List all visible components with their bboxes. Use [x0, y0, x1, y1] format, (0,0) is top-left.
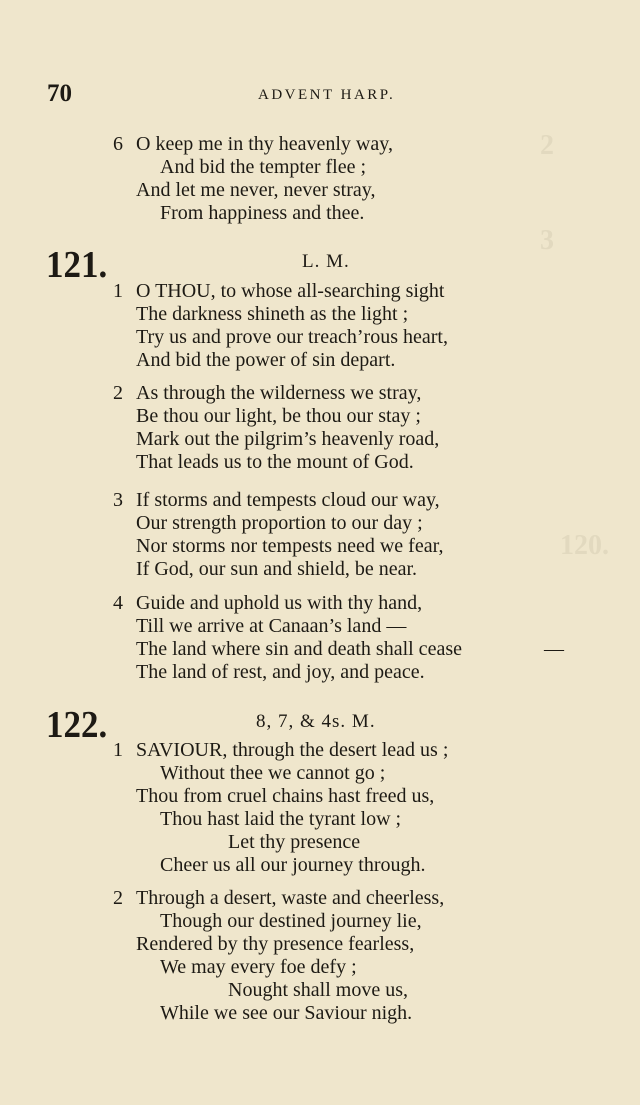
verse-line: Let thy presence: [228, 831, 361, 853]
verse-line: The land where sin and death shall cease: [136, 638, 462, 660]
verse-line: Without thee we cannot go ;: [160, 762, 386, 784]
verse-line: Be thou our light, be thou our stay ;: [136, 405, 421, 427]
verse-line: If God, our sun and shield, be near.: [136, 558, 418, 580]
verse-line: Nor storms nor tempests need we fear,: [136, 535, 444, 557]
verse-line: We may every foe defy ;: [160, 956, 357, 978]
verse-number: 1: [113, 739, 123, 761]
verse-line: As through the wilderness we stray,: [136, 382, 422, 404]
hymn-meter: 8, 7, & 4s. M.: [256, 711, 376, 732]
verse-number: 2: [113, 887, 123, 909]
hymn-meter: L. M.: [302, 251, 350, 272]
verse-line: Our strength proportion to our day ;: [136, 512, 423, 534]
verse-line: And bid the tempter flee ;: [160, 156, 367, 178]
verse-line: The land of rest, and joy, and peace.: [136, 661, 425, 683]
bleed-through-mark: 3: [540, 225, 554, 256]
line-end-dash: —: [544, 638, 564, 660]
verse-line: Thou from cruel chains hast freed us,: [136, 785, 435, 807]
verse-line: And let me never, never stray,: [136, 179, 376, 201]
verse-line: If storms and tempests cloud our way,: [136, 489, 440, 511]
verse-line: Thou hast laid the tyrant low ;: [160, 808, 402, 830]
verse-line: And bid the power of sin depart.: [136, 349, 396, 371]
verse-line: The darkness shineth as the light ;: [136, 303, 409, 325]
verse-line: Cheer us all our journey through.: [160, 854, 426, 876]
hymn-number: 121.: [46, 244, 108, 286]
verse-number: 3: [113, 489, 123, 511]
verse-line: O THOU, to whose all-searching sight: [136, 280, 445, 302]
verse-line: Mark out the pilgrim’s heavenly road,: [136, 428, 440, 450]
verse-line: Rendered by thy presence fearless,: [136, 933, 415, 955]
verse-number: 2: [113, 382, 123, 404]
verse-line: While we see our Saviour nigh.: [160, 1002, 413, 1024]
verse-line: Till we arrive at Canaan’s land —: [136, 615, 407, 637]
hymn-number: 122.: [46, 704, 108, 746]
verse-line: From happiness and thee.: [160, 202, 365, 224]
bleed-through-mark: 120.: [560, 530, 609, 561]
page-header: [0, 80, 640, 110]
verse-line: Though our destined journey lie,: [160, 910, 422, 932]
verse-line: Guide and uphold us with thy hand,: [136, 592, 423, 614]
verse-line: Nought shall move us,: [228, 979, 408, 1001]
running-title: ADVENT HARP.: [258, 87, 396, 103]
verse-line: That leads us to the mount of God.: [136, 451, 414, 473]
verse-line: Through a desert, waste and cheerless,: [136, 887, 445, 909]
bleed-through-mark: 2: [540, 130, 554, 161]
verse-line: O keep me in thy heavenly way,: [136, 133, 393, 155]
verse-number: 6: [113, 133, 123, 155]
verse-number: 1: [113, 280, 123, 302]
verse-number: 4: [113, 592, 123, 614]
verse-line: Try us and prove our treach’rous heart,: [136, 326, 448, 348]
verse-line: SAVIOUR, through the desert lead us ;: [136, 739, 449, 761]
page-number: 70: [47, 80, 72, 107]
